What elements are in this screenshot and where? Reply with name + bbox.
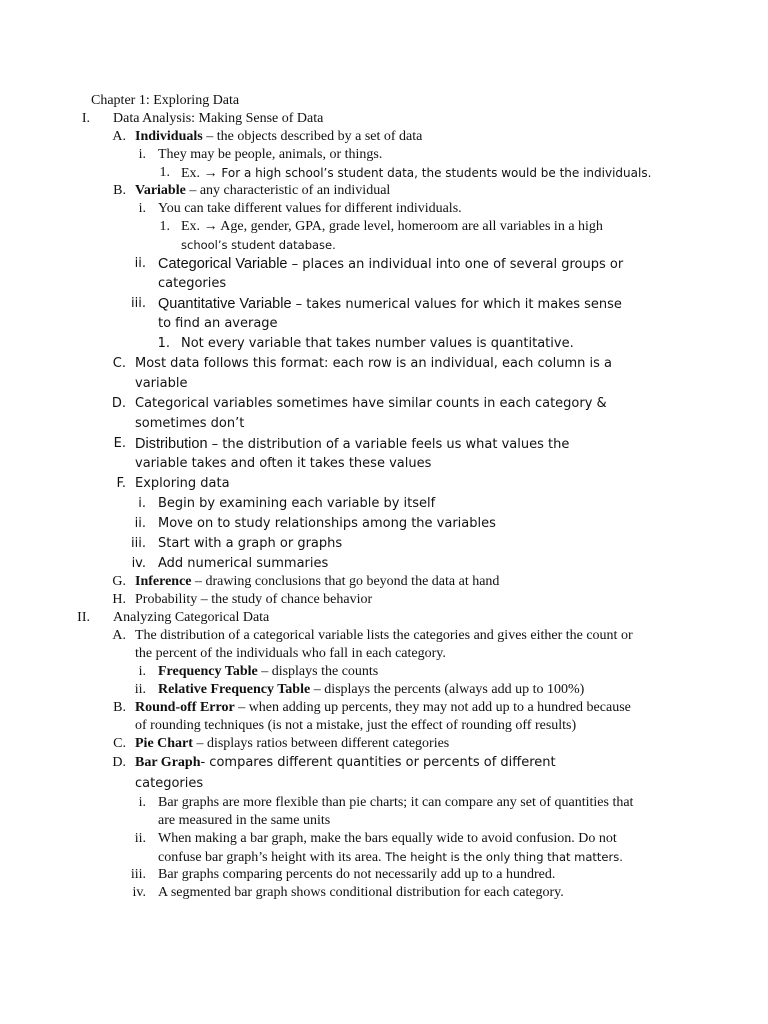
continuation-text: of rounding techniques (is not a mistake, just the effect of rounding off results): [135, 718, 577, 733]
item-text: Bar graphs are more flexible than pie charts; it can compare any set of quantities that: [158, 795, 634, 810]
item-marker: D.: [111, 396, 126, 411]
item-text: You can take different values for different individuals.: [158, 201, 462, 216]
item-text: Probability – the study of chance behavior: [135, 592, 373, 607]
item-marker: C.: [112, 356, 126, 371]
item-1c: [0, 354, 768, 374]
item-text: The distribution of a categorical variable lists the categories and gives either the count or: [135, 628, 633, 643]
continuation-text: categories: [135, 776, 204, 791]
item-marker: iv.: [132, 885, 146, 900]
continuation-part-a: confuse bar graph’s height with its area.: [158, 850, 382, 865]
item-2d-i: [0, 794, 768, 812]
item-marker: 1.: [159, 219, 170, 234]
definition: – takes numerical values for which it makes sense: [291, 297, 622, 312]
item-1e-cont: [0, 454, 768, 474]
example-text: Age, gender, GPA, grade level, homeroom are all variables in a high: [217, 219, 603, 234]
item-1b-iii: [0, 294, 768, 314]
item-1f-iv: [0, 554, 768, 573]
item-text: When making a bar graph, make the bars equally wide to avoid confusion. Do not: [158, 831, 617, 846]
item-marker: i.: [138, 201, 146, 216]
item-text: [135, 754, 556, 772]
item-2b: [0, 699, 768, 717]
item-1f-ii: [0, 514, 768, 534]
item-1d-cont: [0, 414, 768, 434]
continuation-text: variable takes and often it takes these values: [135, 456, 432, 471]
definition: – displays the counts: [257, 664, 379, 679]
item-1a: [0, 128, 768, 146]
section-2-title: Analyzing Categorical Data: [113, 610, 270, 625]
item-marker: iv.: [131, 556, 146, 571]
continuation-text: variable: [135, 376, 188, 391]
item-text: [181, 218, 603, 236]
item-1b-ii-cont: [0, 274, 768, 294]
term-relative-frequency-table: Relative Frequency Table: [158, 682, 311, 697]
item-1b: [0, 182, 768, 200]
document-page: [0, 92, 768, 902]
item-text: [135, 128, 422, 146]
definition: – any characteristic of an individual: [185, 183, 391, 198]
item-2d: [0, 754, 768, 774]
definition: – displays ratios between different categories: [192, 736, 450, 751]
section-1-marker: I.: [81, 111, 90, 126]
item-1a-i: [0, 146, 768, 164]
item-2c: [0, 735, 768, 754]
item-text: Exploring data: [135, 476, 230, 491]
item-marker: iii.: [131, 296, 146, 311]
item-marker: iii.: [130, 867, 146, 882]
item-2b-cont: [0, 717, 768, 735]
item-1b-iii-1: [0, 334, 768, 354]
continuation-text: [158, 848, 623, 867]
definition: – the distribution of a variable feels us what values the: [207, 437, 570, 452]
item-text: [135, 434, 569, 455]
definition: – the objects described by a set of data: [202, 129, 423, 144]
term-variable: Variable: [135, 183, 186, 198]
item-marker: ii.: [134, 516, 146, 531]
item-text: [158, 663, 378, 681]
item-marker: B.: [113, 183, 126, 198]
term-distribution: Distribution: [135, 436, 208, 452]
item-1b-i-1: [0, 218, 768, 236]
item-marker: B.: [113, 700, 126, 715]
definition: – displays the percents (always add up to 100%): [310, 682, 585, 697]
example-prefix: Ex.: [181, 166, 204, 181]
continuation-text: the percent of the individuals who fall in each category.: [135, 646, 446, 661]
item-marker: F.: [116, 476, 126, 491]
right-arrow-icon: →: [203, 219, 218, 234]
item-1a-i-1: [0, 164, 768, 182]
continuation-text: school’s student database.: [181, 238, 336, 252]
item-marker: ii.: [134, 256, 146, 271]
item-marker: 1.: [157, 336, 170, 351]
item-1d: [0, 394, 768, 414]
item-1h: [0, 591, 768, 609]
example-prefix: Ex.: [181, 219, 204, 234]
item-text: [135, 735, 449, 753]
item-1c-cont: [0, 374, 768, 394]
item-text: [135, 699, 631, 717]
term-categorical-variable: Categorical Variable: [158, 256, 288, 272]
item-1b-i: [0, 200, 768, 218]
item-marker: i.: [138, 664, 146, 679]
item-1f-iii: [0, 534, 768, 554]
item-1b-i-1-cont: [0, 236, 768, 254]
section-2-heading: [0, 609, 768, 627]
section-1-heading: [0, 110, 768, 128]
term-quantitative-variable: Quantitative Variable: [158, 296, 292, 312]
item-text: Move on to study relationships among the variables: [158, 516, 496, 531]
definition: – drawing conclusions that go beyond the data at hand: [191, 574, 500, 589]
item-1g: [0, 573, 768, 591]
item-text: [158, 294, 622, 315]
continuation-text: to find an average: [158, 316, 278, 331]
item-marker: G.: [112, 574, 126, 589]
item-text: Most data follows this format: each row is an individual, each column is a: [135, 356, 612, 371]
item-2a-i: [0, 663, 768, 681]
item-2a-ii: [0, 681, 768, 699]
continuation-text: sometimes don’t: [135, 416, 245, 431]
item-2a: [0, 627, 768, 645]
item-2d-i-cont: [0, 812, 768, 830]
item-text: Not every variable that takes number values is quantitative.: [181, 336, 574, 351]
item-1b-ii: [0, 254, 768, 274]
section-2-marker: II.: [77, 610, 90, 625]
item-marker: i.: [138, 496, 146, 511]
item-text: They may be people, animals, or things.: [158, 147, 383, 162]
item-2d-ii-cont: [0, 848, 768, 866]
item-2d-ii: [0, 830, 768, 848]
chapter-title-line: [0, 92, 768, 110]
definition: - compares different quantities or percents of different: [200, 755, 556, 770]
item-marker: ii.: [134, 682, 146, 697]
item-1e: [0, 434, 768, 454]
item-marker: iii.: [131, 536, 146, 551]
item-text: [158, 681, 584, 699]
continuation-part-b: The height is the only thing that matters.: [381, 850, 623, 864]
term-individuals: Individuals: [135, 129, 203, 144]
item-text: [135, 573, 499, 591]
item-marker: ii.: [134, 831, 146, 846]
example-text: For a high school’s student data, the students would be the individuals.: [217, 166, 652, 180]
item-text: Categorical variables sometimes have similar counts in each category &: [135, 396, 607, 411]
item-marker: D.: [112, 755, 126, 770]
definition: – when adding up percents, they may not add up to a hundred because: [234, 700, 631, 715]
item-marker: i.: [138, 795, 146, 810]
item-marker: C.: [113, 736, 126, 751]
item-text: Bar graphs comparing percents do not necessarily add up to a hundred.: [158, 867, 556, 882]
item-2d-iv: [0, 884, 768, 902]
item-2a-cont: [0, 645, 768, 663]
item-1f: [0, 474, 768, 494]
item-1b-iii-cont: [0, 314, 768, 334]
continuation-text: are measured in the same units: [158, 813, 331, 828]
right-arrow-icon: →: [203, 166, 218, 181]
item-2d-cont: [0, 774, 768, 794]
item-text: [181, 164, 651, 183]
item-marker: 1.: [159, 165, 170, 180]
item-text: [135, 182, 390, 200]
item-text: Begin by examining each variable by itself: [158, 496, 436, 511]
section-1-title: Data Analysis: Making Sense of Data: [113, 111, 324, 126]
term-pie-chart: Pie Chart: [135, 736, 193, 751]
item-1f-i: [0, 494, 768, 514]
continuation-text: categories: [158, 276, 227, 291]
term-frequency-table: Frequency Table: [158, 664, 258, 679]
chapter-title: Chapter 1: Exploring Data: [91, 93, 240, 108]
item-marker: H.: [112, 592, 126, 607]
term-inference: Inference: [135, 574, 192, 589]
item-marker: E.: [113, 436, 126, 451]
item-marker: A.: [112, 628, 126, 643]
item-marker: A.: [112, 129, 126, 144]
item-text: Add numerical summaries: [158, 556, 329, 571]
item-text: A segmented bar graph shows conditional distribution for each category.: [158, 885, 564, 900]
item-marker: i.: [138, 147, 146, 162]
term-round-off-error: Round-off Error: [135, 700, 235, 715]
term-bar-graph: Bar Graph: [135, 755, 201, 770]
item-text: Start with a graph or graphs: [158, 536, 343, 551]
item-2d-iii: [0, 866, 768, 884]
definition: – places an individual into one of several groups or: [287, 257, 624, 272]
item-text: [158, 254, 623, 275]
